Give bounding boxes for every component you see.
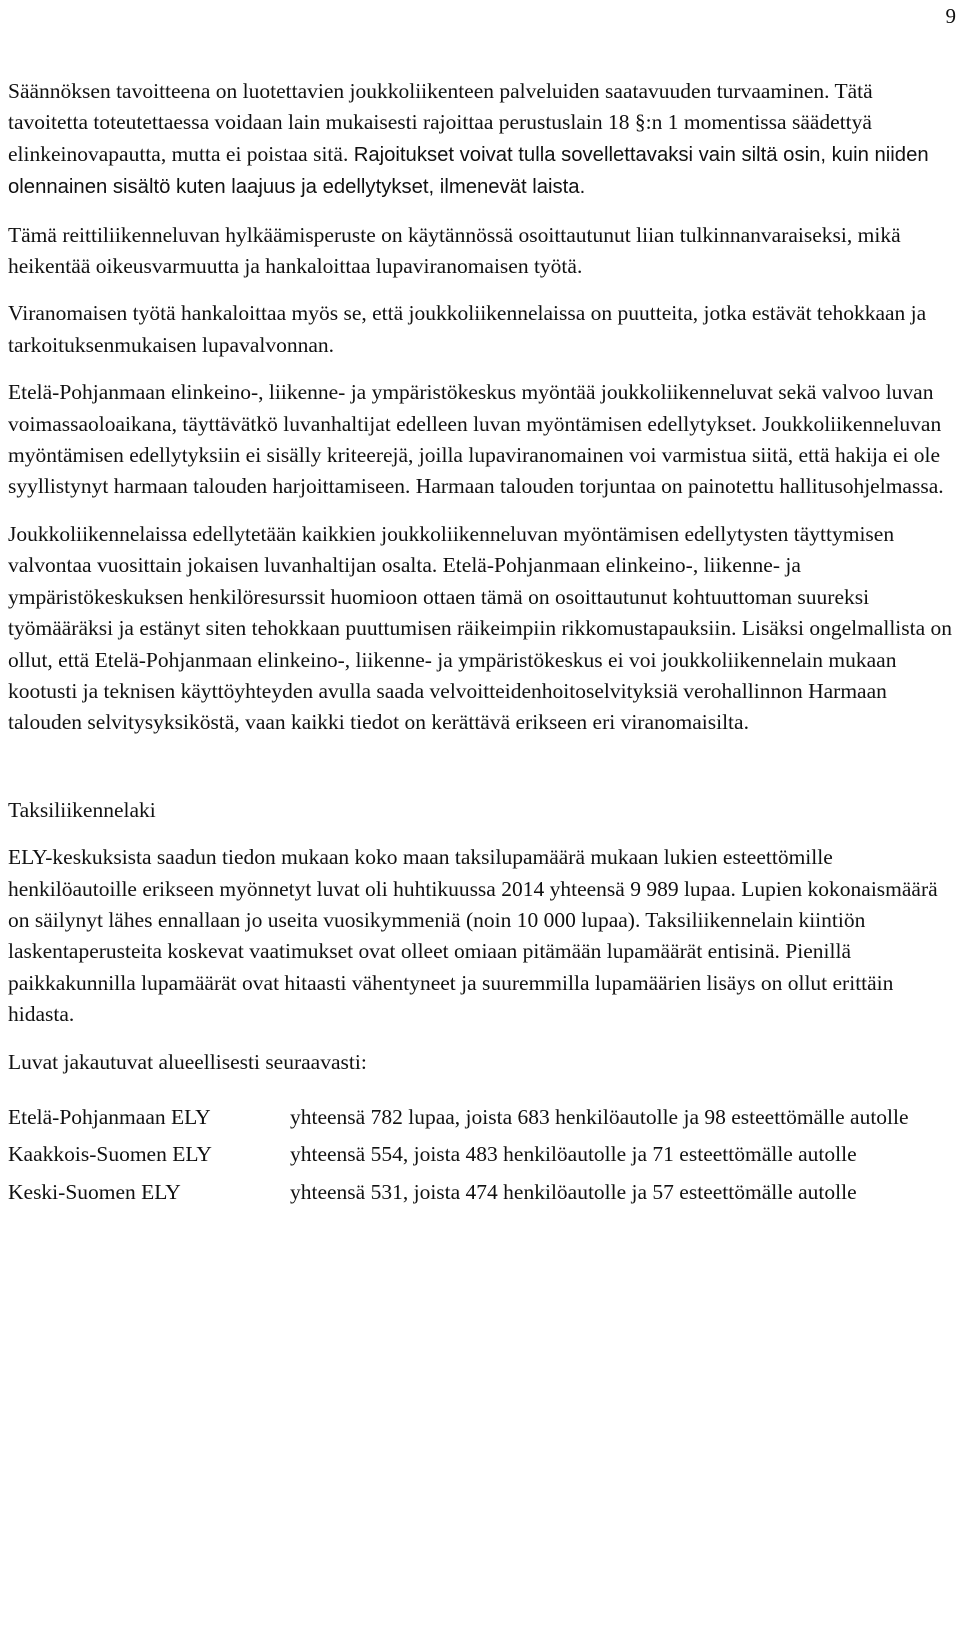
section-heading: Taksiliikennelaki	[8, 797, 156, 822]
section-paragraph-2: Luvat jakautuvat alueellisesti seuraavasti:	[8, 1049, 367, 1074]
table-row	[8, 1102, 954, 1133]
paragraph-1-serif-text: Säännöksen tavoitteena on luotettavien joukkoliikenteen palveluiden saatavuuden turvaaminen. Tätä tavoitetta toteutettaessa voidaan lain mukaisesti rajoittaa perustuslain 18 §:n 1 momentissa säädettyä elinkeinovapautta, mutta ei poistaa sitä.	[8, 79, 873, 166]
table-row	[8, 1171, 954, 1208]
page-number: 9	[945, 4, 956, 28]
ely-permit-table	[8, 1102, 954, 1208]
paragraph-1	[8, 76, 954, 204]
ely-detail: yhteensä 554, joista 483 henkilöautolle ja 71 esteettömälle autolle	[290, 1142, 857, 1167]
paragraph-3: Viranomaisen työtä hankaloittaa myös se, että joukkoliikennelaissa on puutteita, jotka estävät tehokkaan ja tarkoituksenmukaisen lupavalvonnan.	[8, 301, 927, 357]
paragraph-2: Tämä reittiliikenneluvan hylkäämisperuste on käytännössä osoittautunut liian tulkinnanvaraiseksi, mikä heikentää oikeusvarmuutta ja hankaloittaa lupaviranomaisen työtä.	[8, 222, 901, 279]
paragraph-1-sans-text: Rajoitukset voivat tulla sovellettavaksi vain siltä osin, kuin niiden olennainen sisältö kuten laajuus ja edellytykset, ilmenevät laista.	[8, 143, 929, 199]
ely-detail: yhteensä 531, joista 474 henkilöautolle ja 57 esteettömälle autolle	[290, 1179, 857, 1204]
section-paragraph-1: ELY-keskuksista saadun tiedon mukaan koko maan taksilupamäärä mukaan lukien esteettömille henkilöautoille erikseen myönnetyt luvat oli huhtikuussa 2014 yhteensä 9 989 lupaa. Lupien kokonaismäärä on säilynyt lähes ennallaan jo useita vuosikymmeniä (noin 10 000 lupaa). Taksiliikennelain kiintiön laskentaperusteita koskevat vaatimukset ovat olleet omiaan pitämään lupamäärät entisinä. Pienillä paikkakunnilla lupamäärät ovat hitaasti vähentyneet ja suuremmilla lupamäärien lisäys on ollut erittäin hidasta.	[8, 845, 938, 1027]
paragraph-5: Joukkoliikennelaissa edellytetään kaikkien joukkoliikenneluvan myöntämisen edellytysten täyttymisen valvontaa vuosittain jokaisen luvanhaltijan osalta. Etelä-Pohjanmaan elinkeino-, liikenne- ja ympäristökeskuksen henkilöresurssit huomioon ottaen tämä on osoittautunut kohtuuttoman suureksi työmääräksi ja estänyt siten tehokkaan puuttumisen räikeimpiin rikkomustapauksiin. Lisäksi ongelmallista on ollut, että Etelä-Pohjanmaan elinkeino-, liikenne- ja ympäristökeskus ei voi joukkoliikennelain mukaan kootusti ja teknisen käyttöyhteyden avulla saada velvoitteidenhoitoselvityksiä verohallinnon Harmaan talouden selvitysyksiköstä, vaan kaikki tiedot on kerättävä erikseen eri viranomaisilta.	[8, 521, 953, 735]
ely-region: Kaakkois-Suomen ELY	[8, 1142, 212, 1167]
table-row	[8, 1133, 954, 1170]
ely-detail: yhteensä 782 lupaa, joista 683 henkilöautolle ja 98 esteettömälle autolle	[290, 1104, 909, 1129]
ely-region: Etelä-Pohjanmaan ELY	[8, 1104, 211, 1129]
ely-region: Keski-Suomen ELY	[8, 1179, 181, 1204]
paragraph-4: Etelä-Pohjanmaan elinkeino-, liikenne- ja ympäristökeskus myöntää joukkoliikenneluvat sekä valvoo luvan voimassaoloaikana, täyttävätkö luvanhaltijat edelleen luvan myöntämisen edellytykset. Joukkoliikenneluvan myöntämisen edellytyksiin ei sisälly kriteerejä, joilla lupaviranomainen voi varmistua siitä, että hakija ei ole syyllistynyt harmaan talouden harjoittamiseen. Harmaan talouden torjuntaa on painotettu hallitusohjelmassa.	[8, 380, 944, 499]
document-body	[8, 76, 954, 1208]
